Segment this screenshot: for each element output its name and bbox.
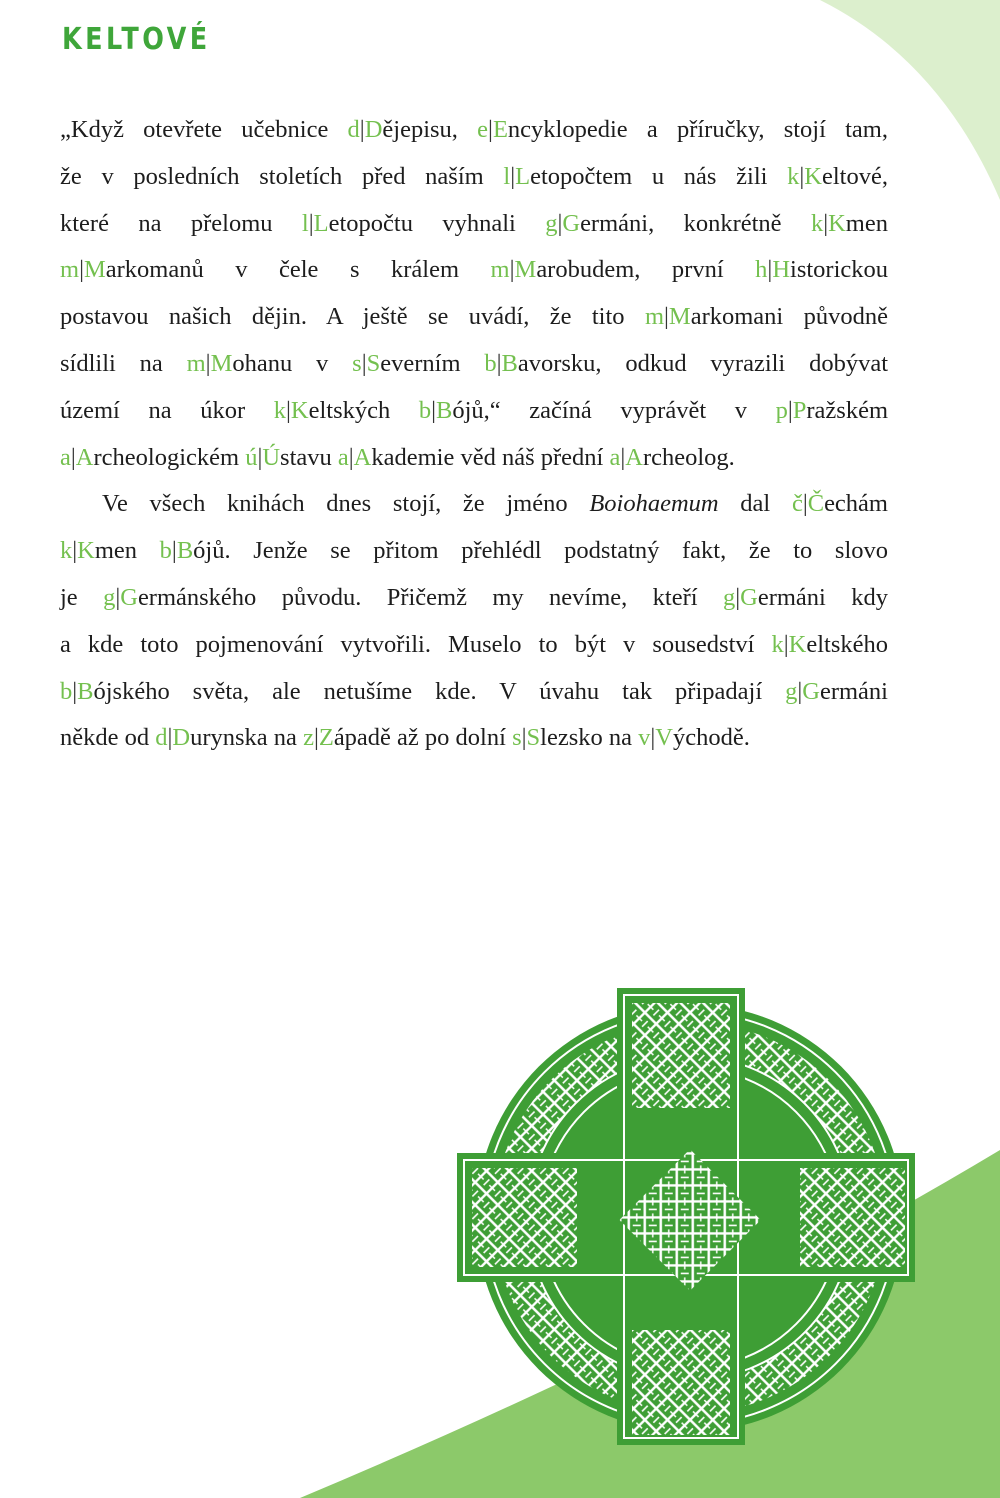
highlighted-letter: h	[755, 256, 768, 284]
highlighted-letter: G	[740, 584, 758, 611]
separator: |	[783, 630, 789, 658]
text-segment: urynska na	[190, 724, 304, 752]
text-line	[60, 255, 888, 285]
highlighted-letter: B	[176, 537, 194, 565]
highlighted-letter: č	[791, 490, 803, 518]
italic-term: Boiohaemum	[589, 490, 719, 518]
text-segment: arobudem, první	[536, 256, 756, 284]
highlighted-letter: G	[562, 209, 581, 237]
text-line	[60, 209, 888, 239]
separator: |	[431, 396, 436, 424]
text-segment: ójů,“ začíná vyprávět v	[452, 396, 776, 424]
highlighted-letter: P	[792, 396, 807, 424]
highlighted-letter: M	[210, 350, 233, 377]
text-segment: ermáni kdy	[757, 584, 888, 611]
text-segment: echám	[824, 490, 888, 518]
text-segment: ermáni	[819, 677, 888, 705]
highlighted-letter: a	[60, 443, 71, 471]
highlighted-letter: A	[75, 443, 94, 471]
text-line	[60, 396, 888, 426]
highlighted-letter: s	[512, 724, 522, 752]
separator: |	[509, 256, 515, 284]
highlighted-letter: B	[77, 677, 94, 705]
text-line	[60, 630, 888, 660]
text-segment: ohanu v	[232, 350, 353, 377]
text-segment: eltských	[308, 396, 419, 424]
highlighted-letter: A	[353, 443, 372, 471]
text-segment: lezsko na	[540, 724, 639, 752]
highlighted-letter: k	[273, 396, 286, 424]
text-segment: men	[845, 209, 888, 237]
highlighted-letter: D	[172, 724, 191, 752]
text-segment: kademie věd náš přední	[371, 443, 610, 471]
highlighted-letter: b	[159, 537, 172, 565]
highlighted-letter: M	[514, 256, 537, 284]
text-segment: ýchodě.	[672, 724, 750, 752]
separator: |	[510, 162, 516, 190]
highlighted-letter: p	[775, 396, 788, 424]
text-segment: avorsku, odkud vyrazili dobývat	[517, 350, 888, 377]
separator: |	[308, 209, 314, 237]
celtic-cross-illustration	[440, 970, 930, 1470]
separator: |	[257, 443, 263, 471]
highlighted-letter: K	[77, 537, 95, 565]
highlighted-letter: ú	[245, 443, 258, 471]
text-segment: ójů. Jenže se přitom přehlédl podstatný fakt, že to slovo	[193, 537, 889, 565]
highlighted-letter: L	[313, 209, 329, 237]
highlighted-letter: D	[364, 116, 383, 143]
text-line	[60, 349, 888, 379]
highlighted-letter: Č	[807, 490, 825, 518]
separator: |	[802, 490, 808, 518]
separator: |	[797, 677, 803, 705]
text-segment: je	[60, 584, 104, 611]
separator: |	[664, 303, 669, 331]
separator: |	[799, 162, 805, 190]
text-line	[60, 723, 888, 753]
highlighted-letter: k	[787, 162, 800, 190]
text-segment: ójského světa, ale netušíme kde. V úvahu tak připadají	[93, 677, 786, 705]
text-line	[60, 489, 888, 519]
highlighted-letter: l	[301, 209, 309, 237]
highlighted-letter: v	[638, 724, 651, 752]
text-segment: arkomani původně	[690, 303, 888, 331]
separator: |	[787, 396, 793, 424]
separator: |	[167, 724, 173, 752]
separator: |	[359, 116, 365, 143]
text-line	[60, 115, 888, 145]
highlighted-letter: m	[644, 303, 664, 331]
highlighted-letter: d	[155, 724, 168, 752]
separator: |	[488, 116, 493, 143]
highlighted-letter: m	[186, 350, 206, 377]
text-line	[60, 677, 888, 707]
highlighted-letter: z	[303, 724, 314, 752]
text-segment: etopočtu vyhnali	[328, 209, 546, 237]
text-segment: etopočtem u nás žili	[530, 162, 788, 190]
text-segment: ápadě až po dolní	[333, 724, 513, 752]
highlighted-letter: g	[722, 584, 736, 611]
highlighted-letter: s	[352, 350, 362, 377]
text-segment: postavou našich dějin. A ještě se uvádí, že tito	[60, 303, 645, 331]
separator: |	[620, 443, 626, 471]
separator: |	[70, 443, 76, 471]
text-segment: stavu	[280, 443, 338, 471]
highlighted-letter: m	[490, 256, 510, 284]
highlighted-letter: e	[477, 116, 489, 143]
separator: |	[205, 350, 211, 377]
highlighted-letter: M	[83, 256, 106, 284]
highlighted-letter: G	[120, 584, 138, 611]
text-segment: eltského	[806, 630, 888, 658]
text-segment: rcheolog.	[642, 443, 735, 471]
highlighted-letter: G	[802, 677, 820, 705]
separator: |	[72, 537, 78, 565]
text-segment: ermáni, konkrétně	[580, 209, 811, 237]
separator: |	[557, 209, 563, 237]
highlighted-letter: Ú	[262, 443, 281, 471]
highlighted-letter: g	[103, 584, 116, 611]
highlighted-letter: a	[609, 443, 621, 471]
separator: |	[348, 443, 354, 471]
text-segment: Ve všech knihách dnes stojí, že jméno	[102, 490, 590, 518]
text-segment: dal	[718, 490, 792, 518]
separator: |	[735, 584, 741, 611]
highlighted-letter: k	[810, 209, 824, 237]
text-segment: rcheologickém	[93, 443, 246, 471]
text-line	[60, 302, 888, 332]
text-segment: území na úkor	[60, 396, 274, 424]
text-segment: že v posledních stoletích před naším	[60, 162, 504, 190]
separator: |	[361, 350, 367, 377]
separator: |	[79, 256, 84, 284]
highlighted-letter: A	[625, 443, 643, 471]
text-segment: ncyklopedie a příručky, stojí tam,	[507, 116, 888, 143]
text-segment: eltové,	[822, 162, 888, 190]
highlighted-letter: B	[436, 396, 453, 424]
text-line	[60, 536, 888, 566]
highlighted-letter: b	[418, 396, 432, 424]
text-segment: sídlili na	[60, 350, 187, 377]
highlighted-letter: d	[347, 116, 360, 143]
text-segment: někde od	[60, 724, 156, 752]
text-segment: ražském	[806, 396, 889, 424]
highlighted-letter: k	[771, 630, 784, 658]
highlighted-letter: V	[655, 724, 673, 752]
text-segment: „Když otevřete učebnice	[60, 116, 348, 143]
highlighted-letter: a	[337, 443, 349, 471]
highlighted-letter: K	[290, 396, 309, 424]
highlighted-letter: K	[804, 162, 822, 190]
text-segment: men	[94, 537, 160, 565]
separator: |	[823, 209, 829, 237]
separator: |	[521, 724, 527, 752]
text-segment: které na přelomu	[60, 209, 302, 237]
separator: |	[650, 724, 656, 752]
highlighted-letter: S	[526, 724, 541, 752]
highlighted-letter: K	[788, 630, 807, 658]
text-segment: ějepisu,	[382, 116, 478, 143]
highlighted-letter: M	[668, 303, 691, 331]
text-segment: arkomanů v čele s králem	[105, 256, 491, 284]
separator: |	[72, 677, 78, 705]
text-line	[60, 583, 888, 613]
separator: |	[496, 350, 502, 377]
highlighted-letter: b	[60, 677, 73, 705]
separator: |	[285, 396, 291, 424]
highlighted-letter: k	[60, 537, 73, 565]
highlighted-letter: g	[785, 677, 798, 705]
page-title: KELTOVÉ	[62, 22, 211, 57]
highlighted-letter: H	[772, 256, 791, 284]
separator: |	[115, 584, 121, 611]
highlighted-letter: Z	[318, 724, 334, 752]
highlighted-letter: l	[503, 162, 511, 190]
text-segment: a kde toto pojmenování vytvořili. Muselo to být v sousedství	[60, 630, 772, 658]
highlighted-letter: K	[828, 209, 846, 237]
highlighted-letter: B	[501, 350, 518, 377]
highlighted-letter: m	[60, 256, 80, 284]
highlighted-letter: g	[545, 209, 558, 237]
text-line	[60, 162, 888, 192]
separator: |	[171, 537, 177, 565]
highlighted-letter: b	[484, 350, 497, 377]
text-segment: istorickou	[790, 256, 889, 284]
text-line	[60, 443, 888, 473]
highlighted-letter: L	[515, 162, 531, 190]
highlighted-letter: S	[366, 350, 381, 377]
separator: |	[313, 724, 319, 752]
text-segment: everním	[380, 350, 485, 377]
celtic-cross-arms	[457, 988, 915, 1445]
text-segment: ermánského původu. Přičemž my nevíme, kteří	[137, 584, 723, 611]
separator: |	[767, 256, 773, 284]
highlighted-letter: E	[492, 116, 508, 143]
